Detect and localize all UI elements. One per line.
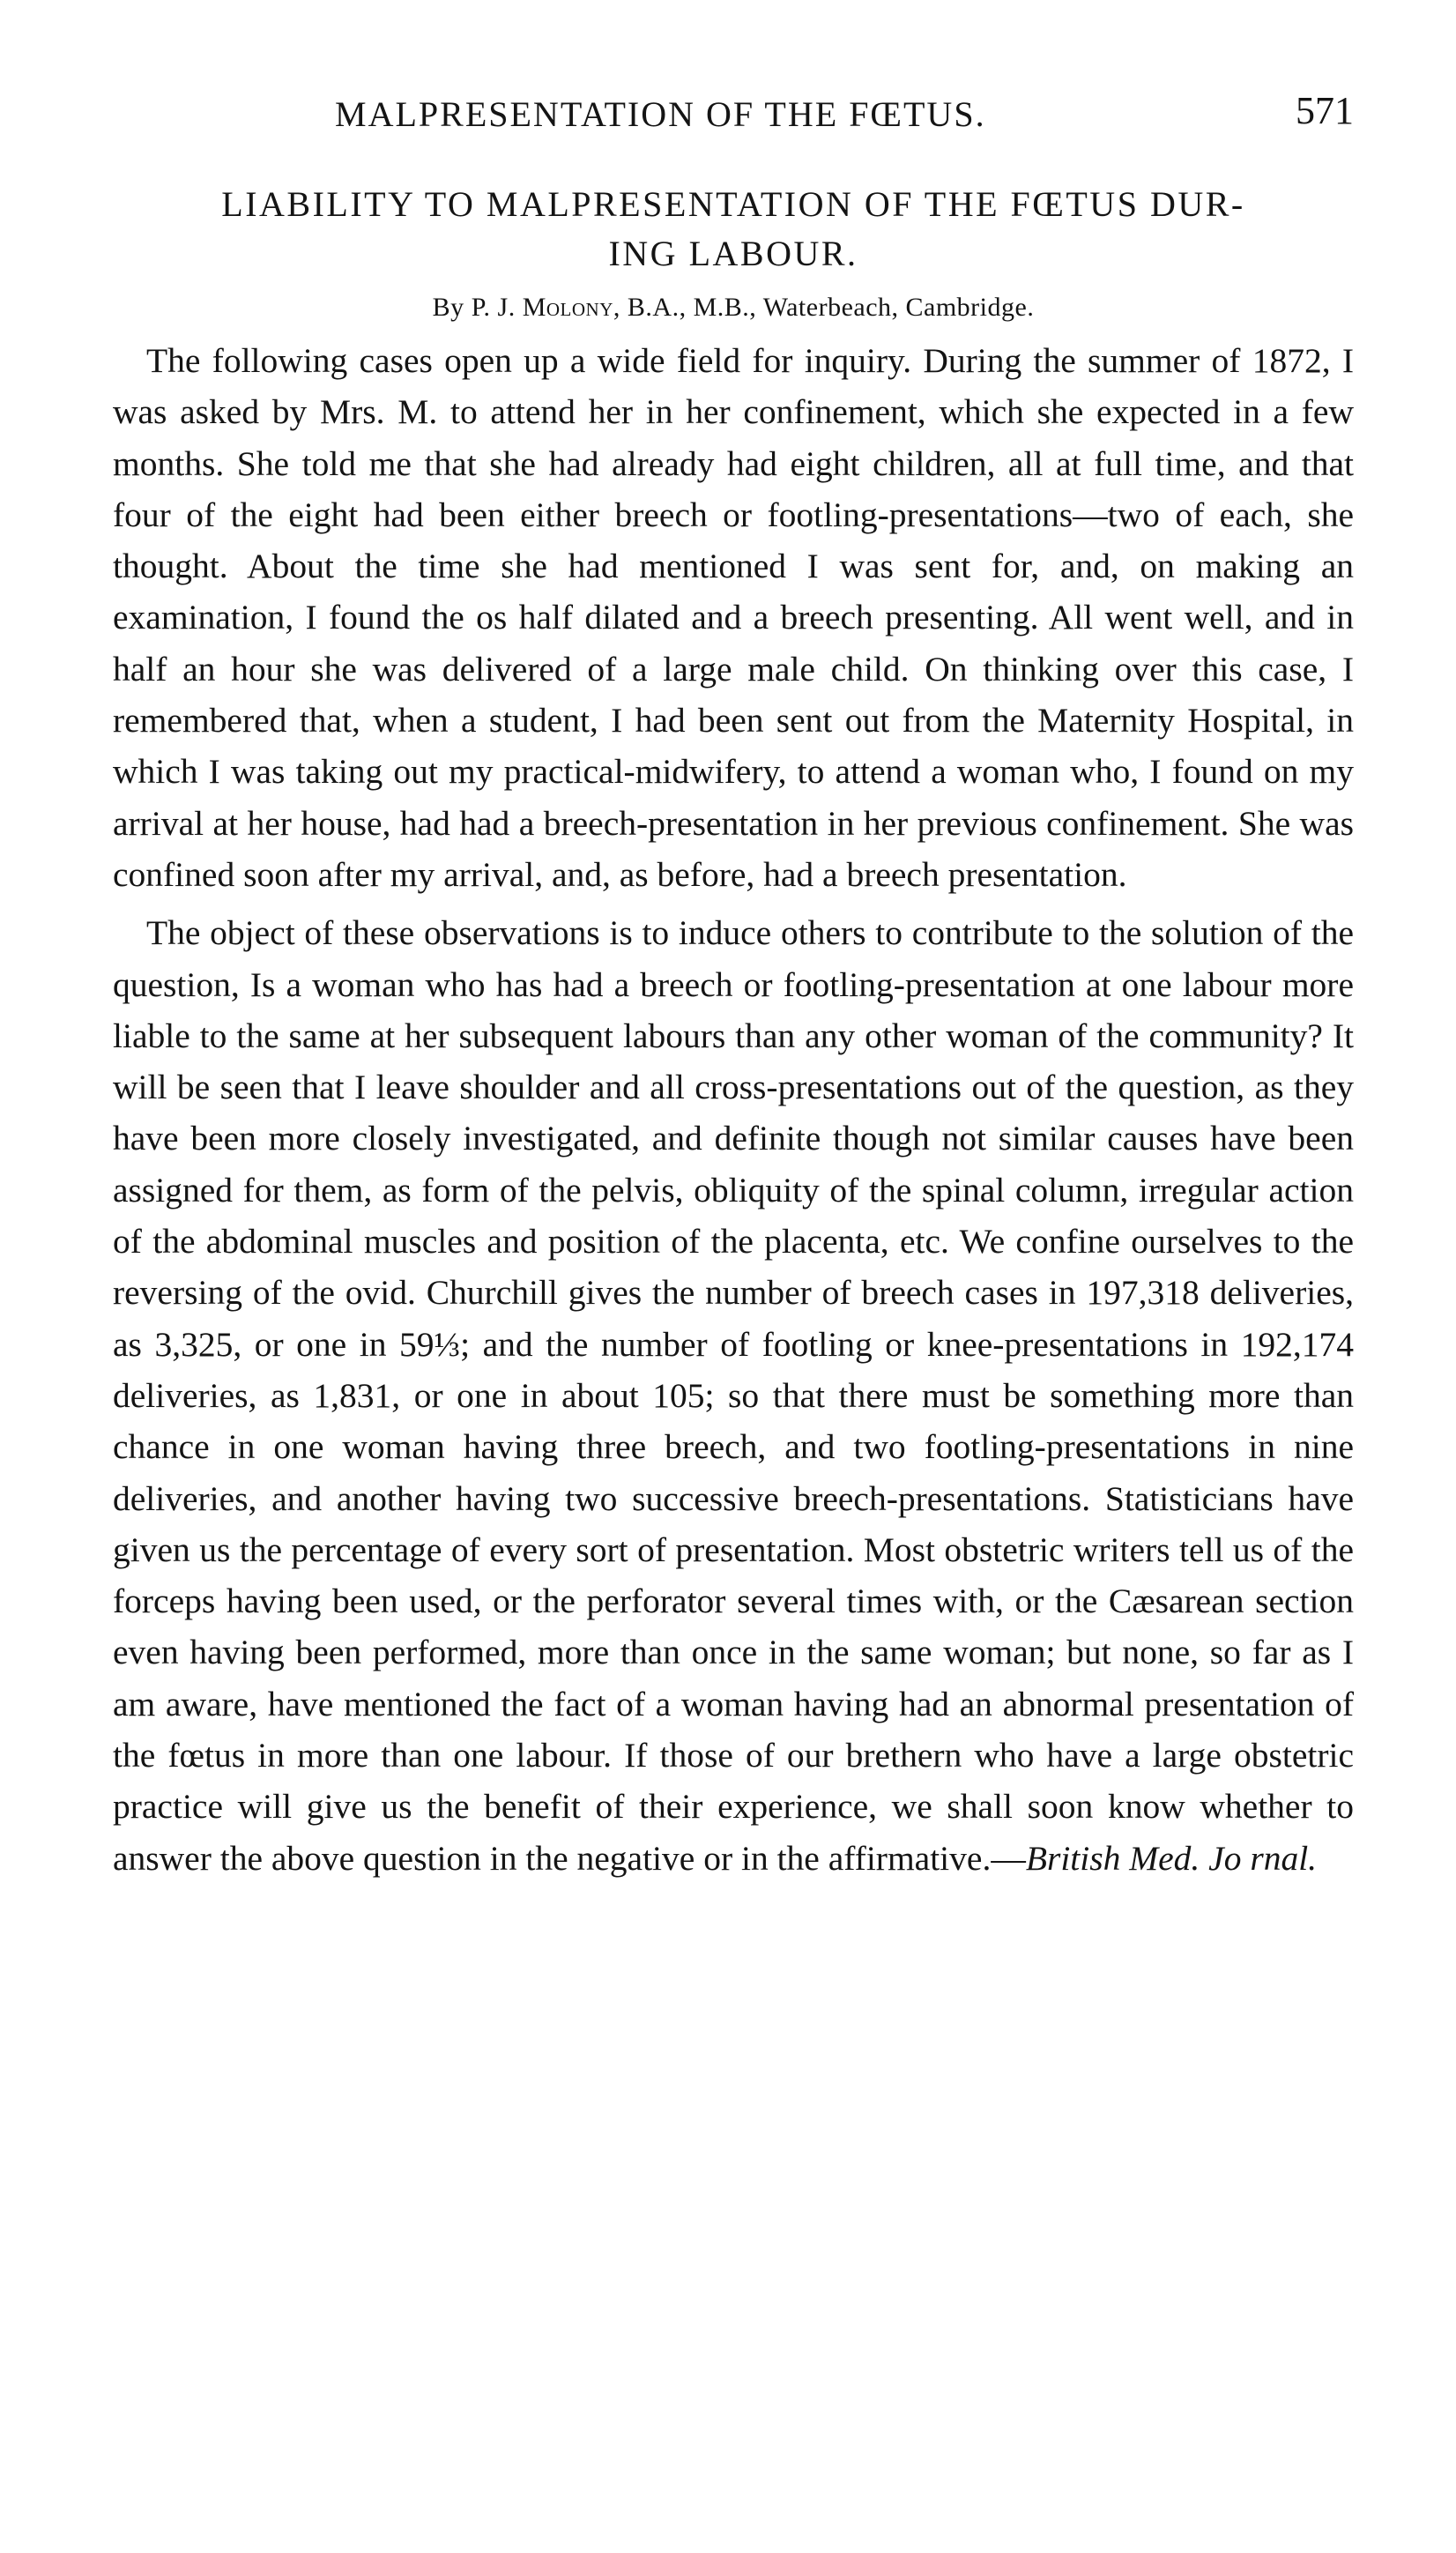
byline-author: P. J. Molony bbox=[471, 293, 613, 322]
page-number: 571 bbox=[1296, 89, 1354, 132]
article-title bbox=[113, 180, 1354, 279]
byline-affiliation: , B.A., M.B., Waterbeach, Cambridge. bbox=[613, 293, 1035, 322]
body-paragraph-2 bbox=[113, 907, 1354, 1884]
body-paragraph-2-text: The object of these observations is to induce others to contribute to the solution of the question, Is a woman who has had a breech or footling-presentation at one labour more liable to the same at her subsequent labours than any other woman of the community? It will be seen that I leave shoulder and all cross-presentations out of the question, as they have been more closely investigated, and definite though not similar causes have been assigned for them, as form of the pelvis, obliquity of the spinal column, irregular action of the abdominal muscles and position of the placenta, etc. We confine ourselves to the reversing of the ovid. Churchill gives the number of breech cases in 197,318 deliveries, as 3,325, or one in 59⅓; and the number of footling or knee-presentations in 192,174 deliveries, as 1,831, or one in about 105; so that there must be something more than chance in one woman having three breech, and two footling-presentations in nine deliveries, and another having two successive breech-presentations. Statisticians have given us the percentage of every sort of presentation. Most obstetric writers tell us of the forceps having been used, or the perforator several times with, or the Cæsarean section even having been performed, more than once in the same woman; but none, so far as I am aware, have mentioned the fact of a woman having had an abnormal presentation of the fœtus in more than one labour. If those of our brethern who have a large obstetric practice will give us the benefit of their experience, we shall soon know whether to answer the above question in the negative or in the affirmative.— bbox=[113, 913, 1354, 1878]
running-head bbox=[113, 85, 1354, 146]
byline-prefix: By bbox=[432, 293, 472, 322]
running-head-title: MALPRESENTATION OF THE FŒTUS. bbox=[335, 94, 986, 134]
byline bbox=[113, 287, 1354, 328]
document-page bbox=[113, 85, 1354, 1884]
article-title-line-2: ING LABOUR. bbox=[608, 234, 858, 273]
body-paragraph-1: The following cases open up a wide field for inquiry. During the summer of 1872, I was asked by Mrs. M. to attend her in her confinement, which she expected in a few months. She told me that she had already had eight children, all at full time, and that four of the eight had been either breech or footling-presentations—two of each, she thought. About the time she had mentioned I was sent for, and, on making an examination, I found the os half dilated and a breech presenting. All went well, and in half an hour she was delivered of a large male child. On thinking over this case, I remembered that, when a student, I had been sent out from the Maternity Hospital, in which I was taking out my practical-midwifery, to attend a woman who, I found on my arrival at her house, had had a breech-presentation in her previous confinement. She was confined soon after my arrival, and, as before, had a breech presentation. bbox=[113, 341, 1354, 894]
source-citation: British Med. Jo rnal. bbox=[1025, 1838, 1318, 1878]
article-title-line-1: LIABILITY TO MALPRESENTATION OF THE FŒTUS DUR- bbox=[221, 184, 1245, 224]
